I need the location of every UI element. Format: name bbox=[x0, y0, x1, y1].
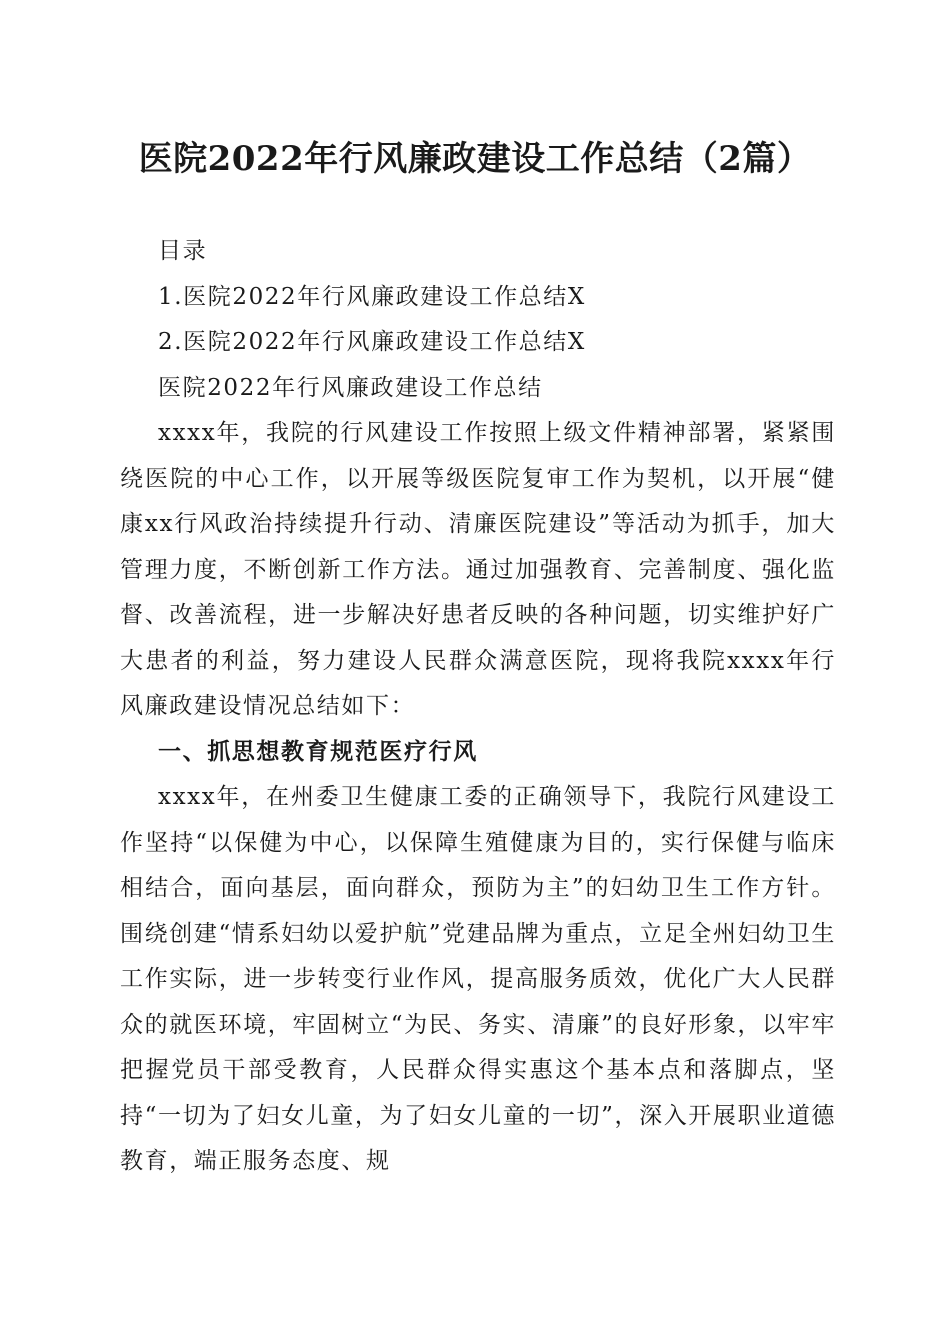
section-heading: 一、抓思想教育规范医疗行风 bbox=[158, 738, 478, 765]
document-title: 医院2022年行风廉政建设工作总结（2篇） bbox=[138, 139, 812, 179]
paragraph-section-1: xxxx年，在州委卫生健康工委的正确领导下，我院行风建设工作坚持“以保健为中心，以保障生殖健康为目的，实行保健与临床相结合，面向基层，面向群众，预防为主”的妇幼卫生工作方针。围绕创建“情系妇幼以爱护航”党建品牌为重点，立足全州妇幼卫生工作实际，进一步转变行业作风，提高服务质效，优化广大人民群众的就医环境，牢固树立“为民、务实、清廉”的良好形象，以牢牢把握党员干部受教育，人民群众得实惠这个基本点和落脚点，坚持“一切为了妇女儿童，为了妇女儿童的一切”，深入开展职业道德教育，端正服务态度、规 bbox=[120, 784, 836, 1174]
paragraph-intro: xxxx年，我院的行风建设工作按照上级文件精神部署，紧紧围绕医院的中心工作，以开展等级医院复审工作为契机，以开展“健康xx行风政治持续提升行动、清廉医院建设”等活动为抓手，加大管理力度，不断创新工作方法。通过加强教育、完善制度、强化监督、改善流程，进一步解决好患者反映的各种问题，切实维护好广大患者的利益，努力建设人民群众满意医院，现将我院xxxx年行风廉政建设情况总结如下： bbox=[120, 420, 836, 719]
toc-item-2[interactable]: 2.医院2022年行风廉政建设工作总结X bbox=[158, 329, 586, 355]
toc-item-1[interactable]: 1.医院2022年行风廉政建设工作总结X bbox=[158, 283, 586, 310]
article-title: 医院2022年行风廉政建设工作总结 bbox=[158, 374, 543, 401]
toc-label: 目录 bbox=[158, 238, 208, 264]
document-body bbox=[120, 229, 836, 1185]
